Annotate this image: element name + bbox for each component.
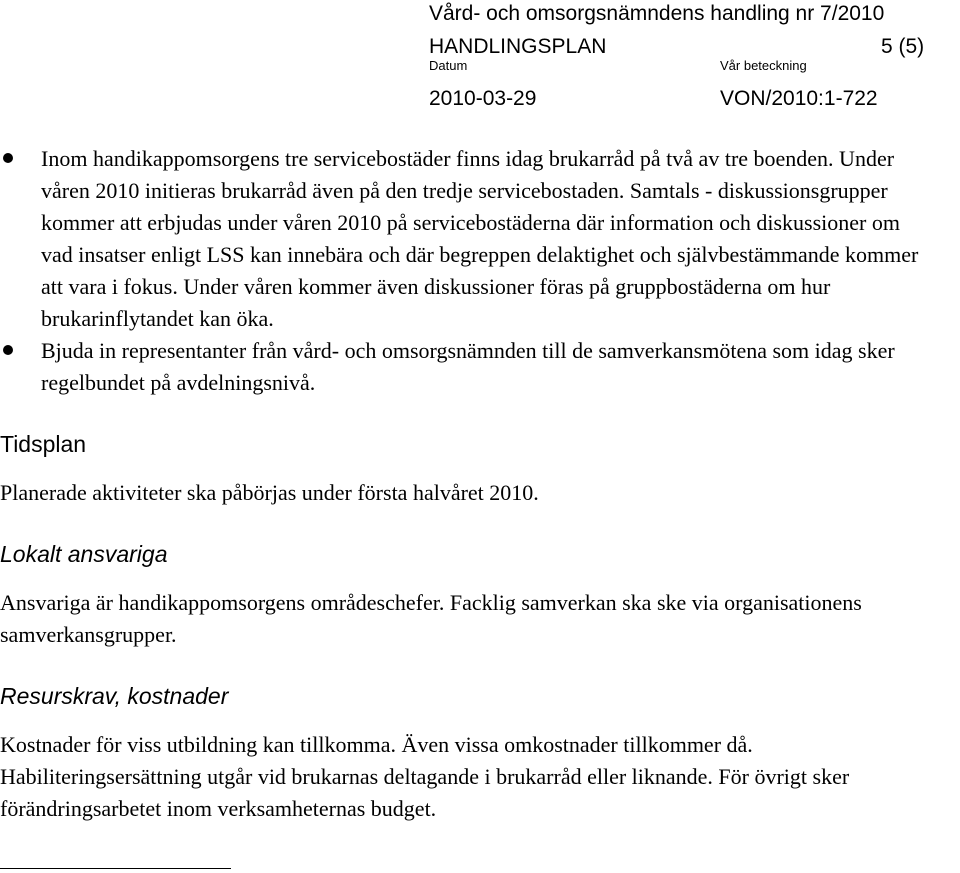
paragraph-resurskrav: Kostnader för viss utbildning kan tillkomma. Även vissa omkostnader tillkommer då. Habiliteringsersättning utgår vid brukarnas deltagande i brukarråd eller liknande. För övrigt sker förändringsarbetet inom verksamheternas budget. xyxy=(0,732,850,821)
document-body xyxy=(0,143,950,825)
heading-lokalt-ansvariga: Lokalt ansvariga xyxy=(0,541,168,567)
bullet-list xyxy=(0,143,950,399)
page-number: 5 (5) xyxy=(881,35,925,58)
footnote-separator xyxy=(0,868,231,869)
bullet-item-representanter xyxy=(0,335,921,399)
paragraph-lokalt-ansvariga: Ansvariga är handikappomsorgens områdeschefer. Facklig samverkan ska ske via organisationens samverkansgrupper. xyxy=(0,590,862,647)
document-date: 2010-03-29 xyxy=(429,87,537,110)
date-label: Datum xyxy=(429,58,468,73)
document-title: HANDLINGSPLAN xyxy=(429,35,607,58)
organization-title: Vård- och omsorgsnämndens handling nr 7/2010 xyxy=(429,2,885,25)
paragraph-tidsplan: Planerade aktiviteter ska påbörjas under första halvåret 2010. xyxy=(0,480,539,505)
reference-label: Vår beteckning xyxy=(720,58,807,73)
document-reference: VON/2010:1-722 xyxy=(720,87,878,110)
bullet-icon xyxy=(3,153,13,163)
bullet-text: Bjuda in representanter från vård- och omsorgsnämnden till de samverkansmötena som idag sker regelbundet på avdelningsnivå. xyxy=(41,338,895,395)
heading-resurskrav: Resurskrav, kostnader xyxy=(0,683,229,709)
heading-tidsplan: Tidsplan xyxy=(0,431,87,457)
bullet-item-brukarrad xyxy=(0,143,921,335)
bullet-icon xyxy=(3,345,13,355)
bullet-text: Inom handikappomsorgens tre servicebostäder finns idag brukarråd på två av tre boenden. Under våren 2010 initieras brukarråd även på den tredje servicebostaden. Samtals - diskussionsgrupper kommer att erbjudas under våren 2010 på servicebostäderna där information och diskussioner om vad insatser enligt LSS kan innebära och där begreppen delaktighet och självbestämmande kommer att vara i fokus. Under våren kommer även diskussioner föras på gruppbostäderna om hur brukarinflytandet kan öka. xyxy=(41,146,919,331)
